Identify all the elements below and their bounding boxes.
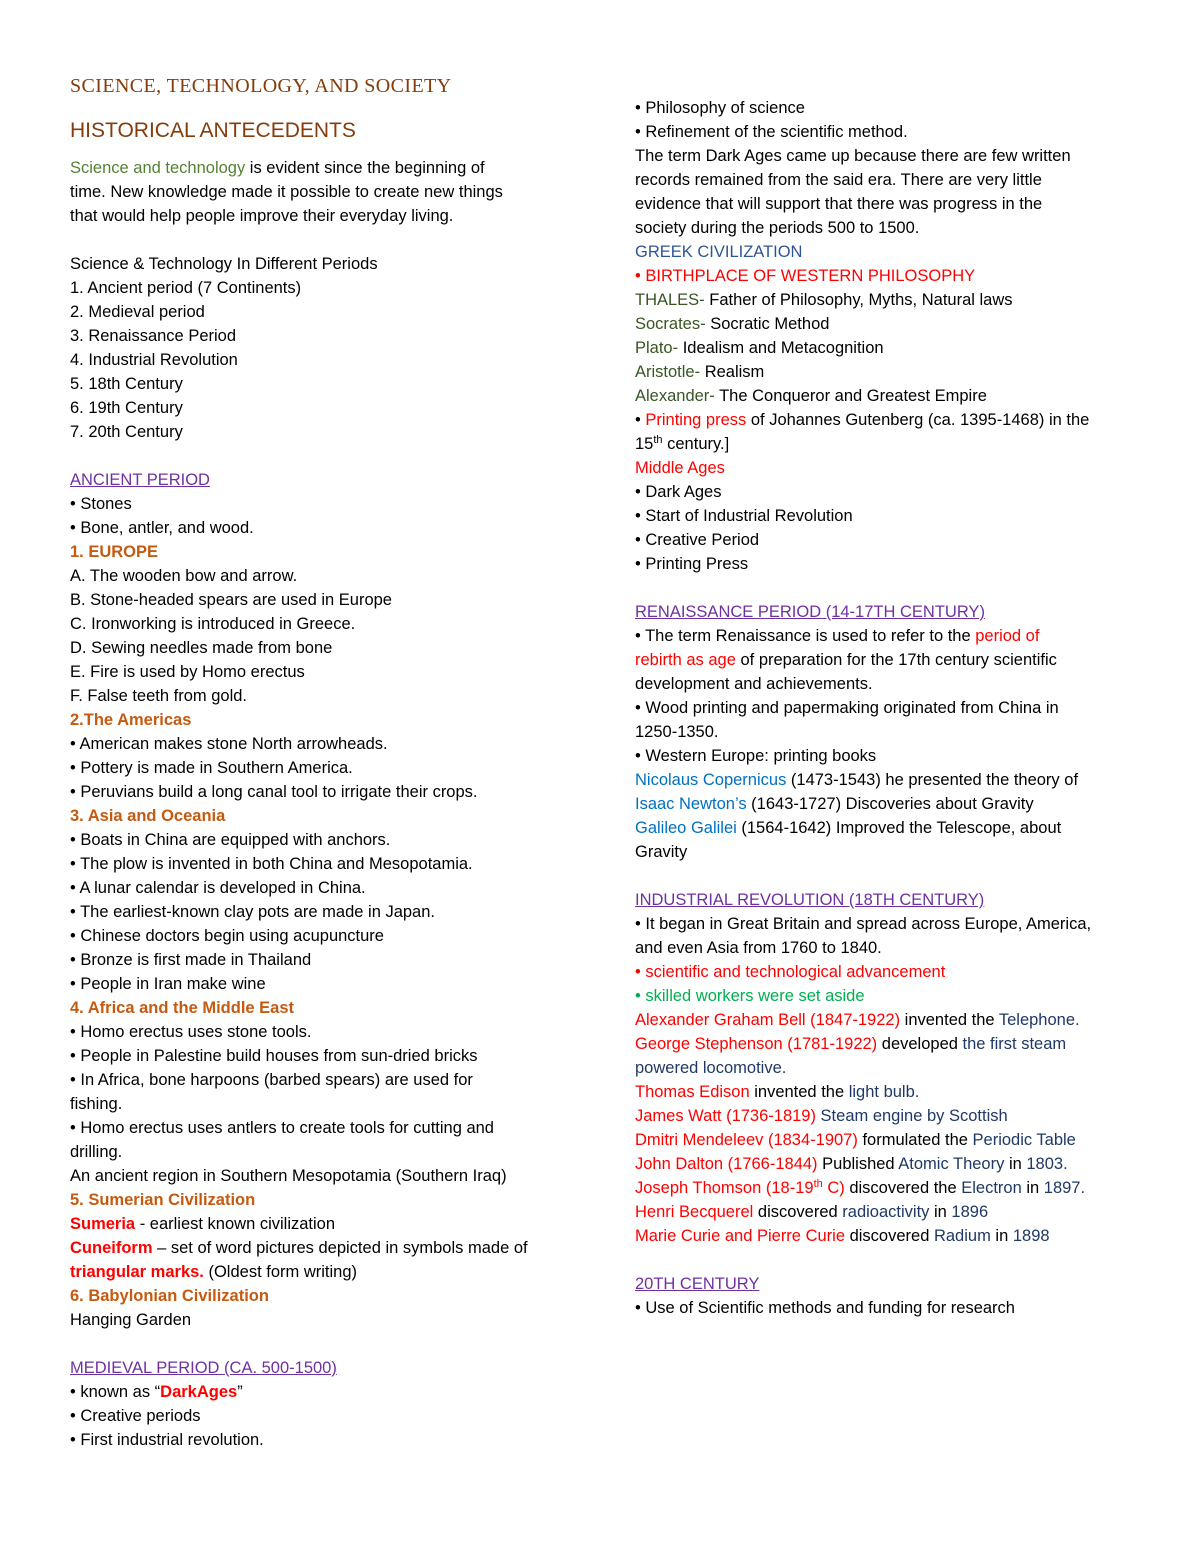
- africa-item: fishing.: [70, 1095, 123, 1113]
- twentieth-item: • Use of Scientific methods and funding for research: [635, 1299, 1015, 1317]
- sumeria-term: Sumeria: [70, 1215, 136, 1233]
- middle-ages-item: • Creative Period: [635, 531, 760, 549]
- europe-item: D. Sewing needles made from bone: [70, 639, 333, 657]
- inventor-line: George Stephenson (1781-1922) developed the first steam: [635, 1035, 1067, 1053]
- intro-term: Science and technology: [70, 159, 246, 177]
- industrial-line: • skilled workers were set aside: [635, 987, 865, 1005]
- greek-person: Socrates- Socratic Method: [635, 315, 830, 333]
- industrial-line: and even Asia from 1760 to 1840.: [635, 939, 882, 957]
- asia-item: • People in Iran make wine: [70, 975, 266, 993]
- renaissance-line: Gravity: [635, 843, 688, 861]
- inventor-line: Thomas Edison invented the light bulb.: [635, 1083, 920, 1101]
- americas-heading: 2.The Americas: [70, 711, 192, 729]
- sumerian-heading: 5. Sumerian Civilization: [70, 1191, 256, 1209]
- renaissance-line: rebirth as age of preparation for the 17th century scientific: [635, 651, 1057, 669]
- inventor-line: Henri Becquerel discovered radioactivity in 1896: [635, 1203, 989, 1221]
- triangular-term: triangular marks.: [70, 1263, 204, 1281]
- left-column: [70, 72, 600, 1452]
- europe-heading: 1. EUROPE: [70, 543, 159, 561]
- medieval-item: • Refinement of the scientific method.: [635, 123, 908, 141]
- asia-item: • The plow is invented in both China and Mesopotamia.: [70, 855, 473, 873]
- inventor-line: Alexander Graham Bell (1847-1922) invented the Telephone.: [635, 1011, 1080, 1029]
- greek-person: Plato- Idealism and Metacognition: [635, 339, 884, 357]
- industrial-line: • scientific and technological advancement: [635, 963, 946, 981]
- twentieth-heading: 20TH CENTURY: [635, 1275, 760, 1293]
- printing-press-term: Printing press: [645, 411, 747, 429]
- ancient-bullet: • Bone, antler, and wood.: [70, 519, 254, 537]
- greek-person: Alexander- The Conqueror and Greatest Empire: [635, 387, 987, 405]
- greek-heading: GREEK CIVILIZATION: [635, 243, 803, 261]
- cuneiform-line: Cuneiform – set of word pictures depicted in symbols made of: [70, 1239, 528, 1257]
- inventor-line: John Dalton (1766-1844) Published Atomic Theory in 1803.: [635, 1155, 1068, 1173]
- periods-item: 5. 18th Century: [70, 375, 183, 393]
- asia-item: • Bronze is first made in Thailand: [70, 951, 312, 969]
- renaissance-line: • The term Renaissance is used to refer to the period of: [635, 627, 1040, 645]
- inventor-line: Marie Curie and Pierre Curie discovered Radium in 1898: [635, 1227, 1050, 1245]
- document-title: SCIENCE, TECHNOLOGY, AND SOCIETY: [70, 75, 452, 97]
- greek-birthplace: • BIRTHPLACE OF WESTERN PHILOSOPHY: [635, 267, 976, 285]
- renaissance-line: • Western Europe: printing books: [635, 747, 877, 765]
- inventor-line: James Watt (1736-1819) Steam engine by Scottish: [635, 1107, 1008, 1125]
- americas-item: • Pottery is made in Southern America.: [70, 759, 353, 777]
- middle-ages-item: • Dark Ages: [635, 483, 722, 501]
- intro-line-2: time. New knowledge made it possible to create new things: [70, 183, 503, 201]
- printing-century-line: 15th century.]: [635, 434, 730, 453]
- ancient-bullet: • Stones: [70, 495, 132, 513]
- americas-item: • Peruvians build a long canal tool to irrigate their crops.: [70, 783, 478, 801]
- renaissance-line: development and achievements.: [635, 675, 873, 693]
- dark-ages-text: records remained from the said era. There are very little: [635, 171, 1042, 189]
- europe-item: C. Ironworking is introduced in Greece.: [70, 615, 356, 633]
- page-heading: HISTORICAL ANTECEDENTS: [70, 119, 356, 142]
- inventor-line: Joseph Thomson (18-19th C) discovered the Electron in 1897.: [635, 1178, 1086, 1197]
- asia-item: • The earliest-known clay pots are made in Japan.: [70, 903, 435, 921]
- periods-item: 7. 20th Century: [70, 423, 183, 441]
- renaissance-line: 1250-1350.: [635, 723, 719, 741]
- scientist-line: Galileo Galilei (1564-1642) Improved the Telescope, about: [635, 819, 1062, 837]
- medieval-heading: MEDIEVAL PERIOD (CA. 500-1500): [70, 1359, 337, 1377]
- intro-line-1: Science and technology is evident since the beginning of: [70, 159, 485, 177]
- periods-item: 1. Ancient period (7 Continents): [70, 279, 302, 297]
- middle-ages-heading: Middle Ages: [635, 459, 725, 477]
- scientist-line: Nicolaus Copernicus (1473-1543) he presented the theory of: [635, 771, 1079, 789]
- middle-ages-item: • Printing Press: [635, 555, 749, 573]
- renaissance-heading: RENAISSANCE PERIOD (14-17TH CENTURY): [635, 603, 985, 621]
- renaissance-line: • Wood printing and papermaking originated from China in: [635, 699, 1059, 717]
- sumeria-line: Sumeria - earliest known civilization: [70, 1215, 336, 1233]
- africa-item: • Homo erectus uses stone tools.: [70, 1023, 312, 1041]
- dark-ages-text: evidence that will support that there was progress in the: [635, 195, 1043, 213]
- cuneiform-term: Cuneiform: [70, 1239, 153, 1257]
- babylonian-heading: 6. Babylonian Civilization: [70, 1287, 269, 1305]
- greek-person: Aristotle- Realism: [635, 363, 765, 381]
- medieval-item: • Creative periods: [70, 1407, 201, 1425]
- middle-ages-item: • Start of Industrial Revolution: [635, 507, 853, 525]
- asia-heading: 3. Asia and Oceania: [70, 807, 226, 825]
- medieval-item: • First industrial revolution.: [70, 1431, 264, 1449]
- europe-item: B. Stone-headed spears are used in Europe: [70, 591, 392, 609]
- babylonian-item: Hanging Garden: [70, 1311, 192, 1329]
- inventor-line: powered locomotive.: [635, 1059, 787, 1077]
- africa-heading: 4. Africa and the Middle East: [70, 999, 295, 1017]
- inventor-line: Dmitri Mendeleev (1834-1907) formulated the Periodic Table: [635, 1131, 1076, 1149]
- africa-item: • People in Palestine build houses from sun-dried bricks: [70, 1047, 478, 1065]
- europe-item: A. The wooden bow and arrow.: [70, 567, 298, 585]
- dark-ages-term: DarkAges: [160, 1383, 238, 1401]
- asia-item: • Chinese doctors begin using acupuncture: [70, 927, 384, 945]
- periods-item: 2. Medieval period: [70, 303, 205, 321]
- dark-ages-text: The term Dark Ages came up because there are few written: [635, 147, 1071, 165]
- intro-line-3: that would help people improve their everyday living.: [70, 207, 454, 225]
- africa-item: An ancient region in Southern Mesopotamia (Southern Iraq): [70, 1167, 507, 1185]
- industrial-heading: INDUSTRIAL REVOLUTION (18TH CENTURY): [635, 891, 985, 909]
- printing-press-line: • Printing press of Johannes Gutenberg (ca. 1395-1468) in the: [635, 411, 1090, 429]
- right-column: [635, 96, 1155, 1320]
- africa-item: • Homo erectus uses antlers to create tools for cutting and: [70, 1119, 494, 1137]
- greek-person: THALES- Father of Philosophy, Myths, Natural laws: [635, 291, 1013, 309]
- medieval-item: • Philosophy of science: [635, 99, 805, 117]
- periods-item: 4. Industrial Revolution: [70, 351, 238, 369]
- periods-heading: Science & Technology In Different Periods: [70, 255, 378, 273]
- asia-item: • Boats in China are equipped with anchors.: [70, 831, 391, 849]
- periods-item: 3. Renaissance Period: [70, 327, 237, 345]
- industrial-line: • It began in Great Britain and spread across Europe, America,: [635, 915, 1092, 933]
- periods-item: 6. 19th Century: [70, 399, 183, 417]
- americas-item: • American makes stone North arrowheads.: [70, 735, 388, 753]
- europe-item: E. Fire is used by Homo erectus: [70, 663, 305, 681]
- scientist-line: Isaac Newton’s (1643-1727) Discoveries about Gravity: [635, 795, 1034, 813]
- ancient-heading: ANCIENT PERIOD: [70, 471, 210, 489]
- africa-item: • In Africa, bone harpoons (barbed spears) are used for: [70, 1071, 473, 1089]
- europe-item: F. False teeth from gold.: [70, 687, 247, 705]
- asia-item: • A lunar calendar is developed in China.: [70, 879, 366, 897]
- medieval-known-line: • known as “DarkAges”: [70, 1383, 243, 1401]
- africa-item: drilling.: [70, 1143, 123, 1161]
- triangular-line: triangular marks. (Oldest form writing): [70, 1263, 357, 1281]
- dark-ages-text: society during the periods 500 to 1500.: [635, 219, 920, 237]
